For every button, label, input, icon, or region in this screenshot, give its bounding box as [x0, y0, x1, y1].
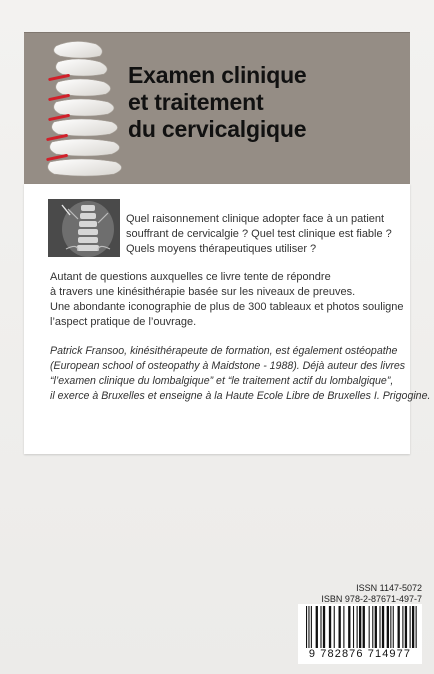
barcode-bar — [353, 606, 354, 648]
title-line: du cervicalgique — [128, 116, 307, 142]
isbn-label: ISBN 978-2-87671-497-7 — [321, 594, 422, 604]
barcode-bar — [390, 606, 391, 648]
text-line: souffrant de cervicalgie ? Quel test clinique est fiable ? — [126, 228, 392, 240]
barcode-bar — [308, 606, 309, 648]
text-line: Quels moyens thérapeutiques utiliser ? — [126, 243, 317, 255]
barcode-bar — [357, 606, 358, 648]
intro-questions — [126, 212, 408, 257]
text-line: Patrick Fransoo, kinésithérapeute de formation, est également ostéopathe — [50, 345, 398, 357]
barcode-bar — [382, 606, 384, 648]
barcode-bar — [339, 606, 341, 648]
text-line: Une abondante iconographie de plus de 300 tableaux et photos souligne — [50, 301, 404, 313]
barcode-bar — [329, 606, 331, 648]
barcode-bar — [311, 606, 312, 648]
barcode-bar — [393, 606, 394, 648]
xray-icon — [48, 199, 120, 257]
text-line: à travers une kinésithérapie basée sur les niveaux de preuves. — [50, 286, 356, 298]
barcode-bar — [363, 606, 365, 648]
barcode-bar — [320, 606, 321, 648]
title-line: et traitement — [128, 89, 264, 115]
barcode-bar — [359, 606, 361, 648]
barcode-bar — [405, 606, 407, 648]
barcode-bar — [306, 606, 307, 648]
text-line: l’aspect pratique de l’ouvrage. — [50, 316, 197, 328]
title-line: Examen clinique — [128, 62, 307, 88]
text-line: Quel raisonnement clinique adopter face à un patient — [126, 213, 385, 225]
body-paragraph — [50, 270, 406, 330]
barcode-bar — [323, 606, 325, 648]
spine-icon — [34, 36, 134, 188]
barcode-bar — [369, 606, 370, 648]
barcode-bar — [375, 606, 377, 648]
barcode-bar — [316, 606, 318, 648]
issn-label: ISSN 1147-5072 — [356, 583, 422, 593]
book-title — [128, 62, 418, 143]
text-line: il exerce à Bruxelles et enseigne à la Haute Ecole Libre de Bruxelles I. Prigogine. — [50, 390, 431, 402]
barcode-bar — [387, 606, 389, 648]
barcode-bar — [372, 606, 373, 648]
identifier-block — [300, 583, 430, 605]
barcode-bar — [402, 606, 403, 648]
text-line: (European school of osteopathy à Maidstone - 1988). Déjà auteur des livres — [50, 360, 406, 372]
author-bio — [50, 344, 431, 404]
barcode-bar — [412, 606, 414, 648]
barcode-bar — [348, 606, 350, 648]
text-line: “l’examen clinique du lombalgique” et “le traitement actif du lombalgique”, — [50, 375, 394, 387]
barcode-number: 9 782876 714977 — [308, 648, 412, 660]
barcode-bar — [343, 606, 344, 648]
barcode-icon — [306, 606, 418, 648]
barcode-bar — [398, 606, 400, 648]
text-line: Autant de questions auxquelles ce livre tente de répondre — [50, 271, 331, 283]
barcode-bar — [334, 606, 335, 648]
barcode-bar — [379, 606, 380, 648]
barcode-bar — [416, 606, 417, 648]
barcode-bar — [410, 606, 411, 648]
